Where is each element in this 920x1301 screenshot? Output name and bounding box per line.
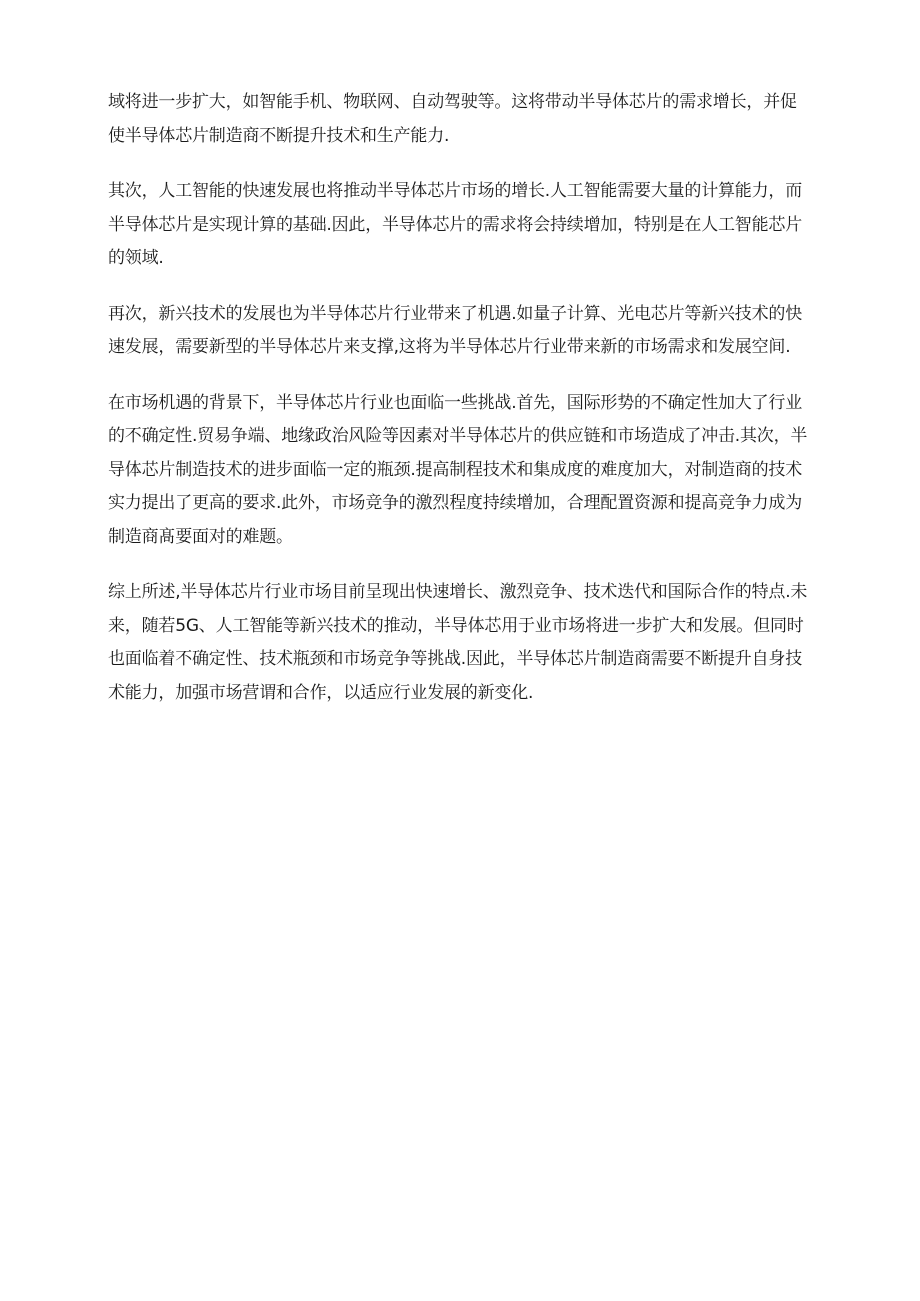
text-line: 在市场机遇的背景下，半导体芯片行业也面临一些挑战.首先，国际形势的不确定性加大了行业 xyxy=(108,392,803,413)
text-line: 速发展，需要新型的半导体芯片来支撑,这将为半导体芯片行业带来新的市场需求和发展空间. xyxy=(108,337,791,357)
paragraph-challenges xyxy=(108,387,812,555)
text-line: 来，随若5G、人工智能等新兴技术的推动，半导体芯用于业市场将进一步扩大和发展。但同时 xyxy=(108,615,804,636)
paragraph-ai-growth xyxy=(108,175,812,276)
text-line: 其次，人工智能的快速发展也将推动半导体芯片市场的增长.人工智能需要大量的计算能力，而 xyxy=(108,181,803,201)
text-line: 的不确定性.贸易争端、地缘政治风险等因素对半导体芯片的供应链和市场造成了冲击.其次，半 xyxy=(108,426,808,446)
text-line: 的领域. xyxy=(108,248,164,268)
text-line: 导体芯片制造技术的进步面临一定的瓶颈.提高制程技术和集成度的难度加大，对制造商的技术 xyxy=(108,459,803,480)
text-line: 制造商髙要面对的难题。 xyxy=(108,526,293,547)
paragraph-conclusion xyxy=(108,576,812,710)
text-line: 也面临着不确定性、技术瓶颈和市场竞争等挑战.因此，半导体芯片制造商需要不断提升自身技 xyxy=(108,649,803,669)
document-body xyxy=(108,86,812,732)
text-line: 术能力，加强市场营谓和合作，以适应行业发展的新变化. xyxy=(108,682,534,703)
paragraph-new-tech-opportunity xyxy=(108,298,812,365)
text-line: 综上所述,半导体芯片行业市场目前呈现出快速增长、激烈竞争、技术迭代和国际合作的特点.未 xyxy=(108,582,808,602)
text-line: 再次，新兴技术的发展也为半导体芯片行业带来了机遇.如量子计算、光电芯片等新兴技术的快 xyxy=(108,303,803,324)
text-line: 域将进一步扩大，如智能手机、物联网、自动驾驶等。这将带动半导体芯片的需求增长，并促 xyxy=(108,92,797,112)
text-line: 实力提出了更高的要求.此外，市场竞争的激烈程度持续增加，合理配置资源和提高竞争力成为 xyxy=(108,493,803,513)
text-line: 使半导体芯片制造商不断提升技术和生产能力. xyxy=(108,125,450,146)
text-line: 半导体芯片是实现计算的基础.因此，半导体芯片的需求将会持续增加，特别是在人工智能芯片 xyxy=(108,214,803,235)
paragraph-market-expansion xyxy=(108,86,812,153)
